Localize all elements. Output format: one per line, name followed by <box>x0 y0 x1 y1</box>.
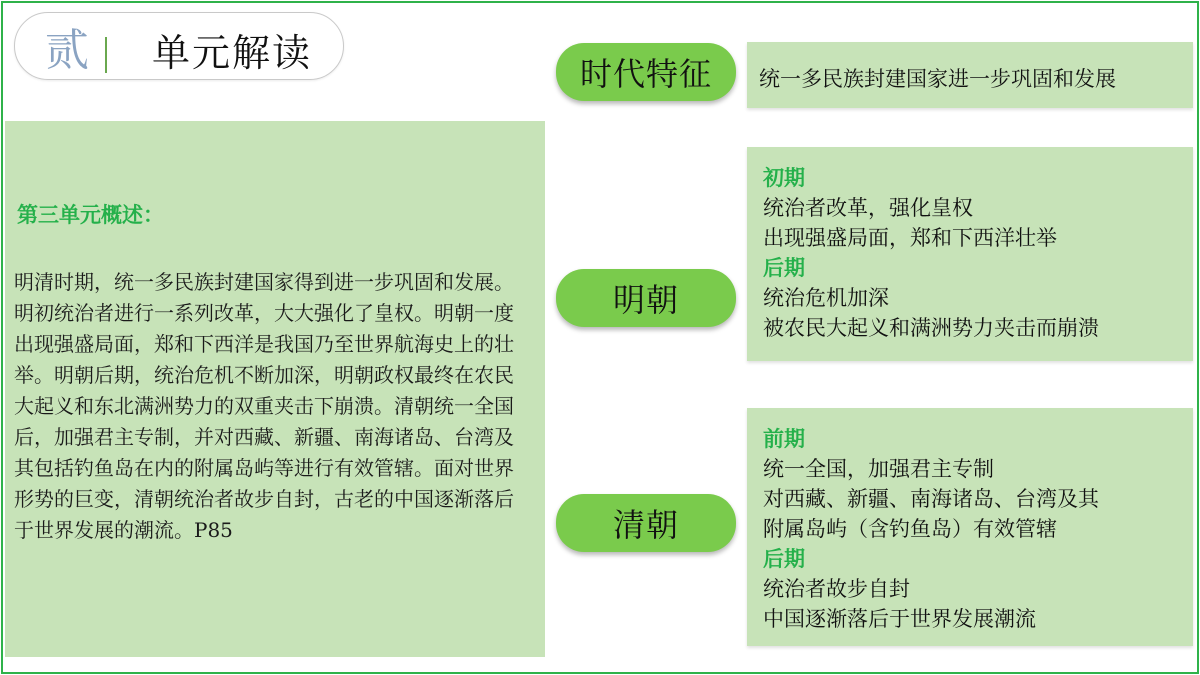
section-header <box>14 12 344 80</box>
section-number: 贰 <box>45 25 89 76</box>
ming-label: 明朝 <box>556 269 736 327</box>
qing-early-item: 统一全国，加强君主专制 <box>763 457 994 481</box>
unit-summary-box <box>5 121 545 657</box>
ming-early-title: 初期 <box>763 166 805 190</box>
qing-box <box>747 408 1193 646</box>
qing-early-item: 对西藏、新疆、南海诸岛、台湾及其 <box>763 487 1099 511</box>
qing-late-item: 统治者故步自封 <box>763 577 910 601</box>
qing-late-item: 中国逐渐落后于世界发展潮流 <box>763 607 1036 631</box>
ming-late-item: 统治危机加深 <box>763 286 889 310</box>
summary-heading: 第三单元概述： <box>17 203 164 227</box>
qing-early-item: 附属岛屿（含钓鱼岛）有效管辖 <box>763 517 1057 541</box>
ming-early-item: 统治者改革，强化皇权 <box>763 196 973 220</box>
ming-late-item: 被农民大起义和满洲势力夹击而崩溃 <box>763 316 1099 340</box>
header-divider <box>105 37 107 73</box>
era-feature-box <box>747 42 1193 108</box>
summary-body: 明清时期，统一多民族封建国家得到进一步巩固和发展。明初统治者进行一系列改革，大大强化了皇权。明朝一度出现强盛局面，郑和下西洋是我国乃至世界航海史上的壮举。明朝后期，统治危机不断加深，明朝政权最终在农民大起义和东北满洲势力的双重夹击下崩溃。清朝统一全国后，加强君主专制，并对西藏、新疆、南海诸岛、台湾及其包括钓鱼岛在内的附属岛屿等进行有效管辖。面对世界形势的巨变，清朝统治者故步自封，古老的中国逐渐落后于世界发展的潮流。P85 <box>14 270 514 542</box>
section-title: 单元解读 <box>152 31 313 75</box>
qing-early-title: 前期 <box>763 427 805 451</box>
ming-early-item: 出现强盛局面，郑和下西洋壮举 <box>763 226 1057 250</box>
ming-late-title: 后期 <box>763 256 805 280</box>
era-feature-label: 时代特征 <box>556 43 736 101</box>
qing-label: 清朝 <box>556 494 736 552</box>
era-feature-text: 统一多民族封建国家进一步巩固和发展 <box>759 67 1116 91</box>
ming-box <box>747 147 1193 361</box>
qing-late-title: 后期 <box>763 547 805 571</box>
